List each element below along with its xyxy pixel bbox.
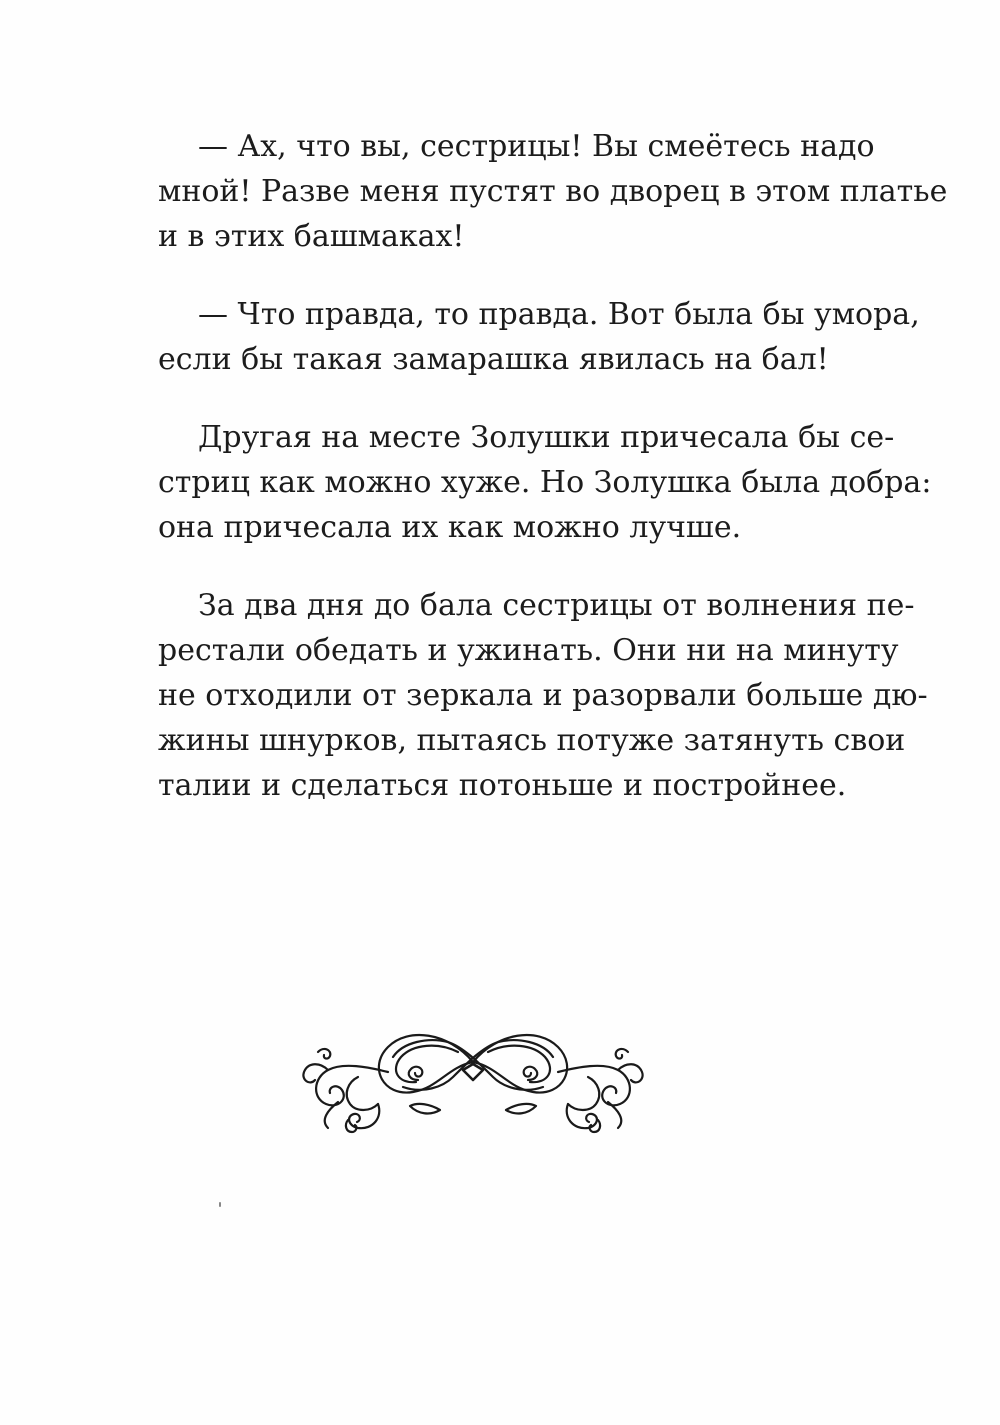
text-line: она причесала их как можно лучше. [158,510,742,545]
text-line: — Что правда, то правда. Вот была бы умора, [198,297,920,332]
story-text [118,124,948,841]
paper-speck [219,1202,221,1207]
text-line: — Ах, что вы, сестрицы! Вы смеётесь надо [198,129,875,164]
decorative-flourish-icon [298,1022,648,1142]
text-line: если бы такая замарашка явилась на бал! [158,342,829,377]
text-line: и в этих башмаках! [158,219,465,254]
text-line: стриц как можно хуже. Но Золушка была добра: [158,465,932,500]
paragraph-1 [118,124,948,259]
text-line: Другая на месте Золушки причесала бы се- [198,420,895,455]
text-line: не отходили от зеркала и разорвали больше дю- [158,678,928,713]
text-line: талии и сделаться потоньше и постройнее. [158,768,847,803]
text-line: За два дня до бала сестрицы от волнения пе- [198,588,915,623]
text-line: рестали обедать и ужинать. Они ни на минуту [158,633,899,668]
paragraph-3 [118,415,932,550]
text-line: мной! Разве меня пустят во дворец в этом платье [158,174,948,209]
paragraph-2 [118,292,920,382]
paragraph-4 [118,583,928,808]
text-line: жины шнурков, пытаясь потуже затянуть свои [158,723,906,758]
